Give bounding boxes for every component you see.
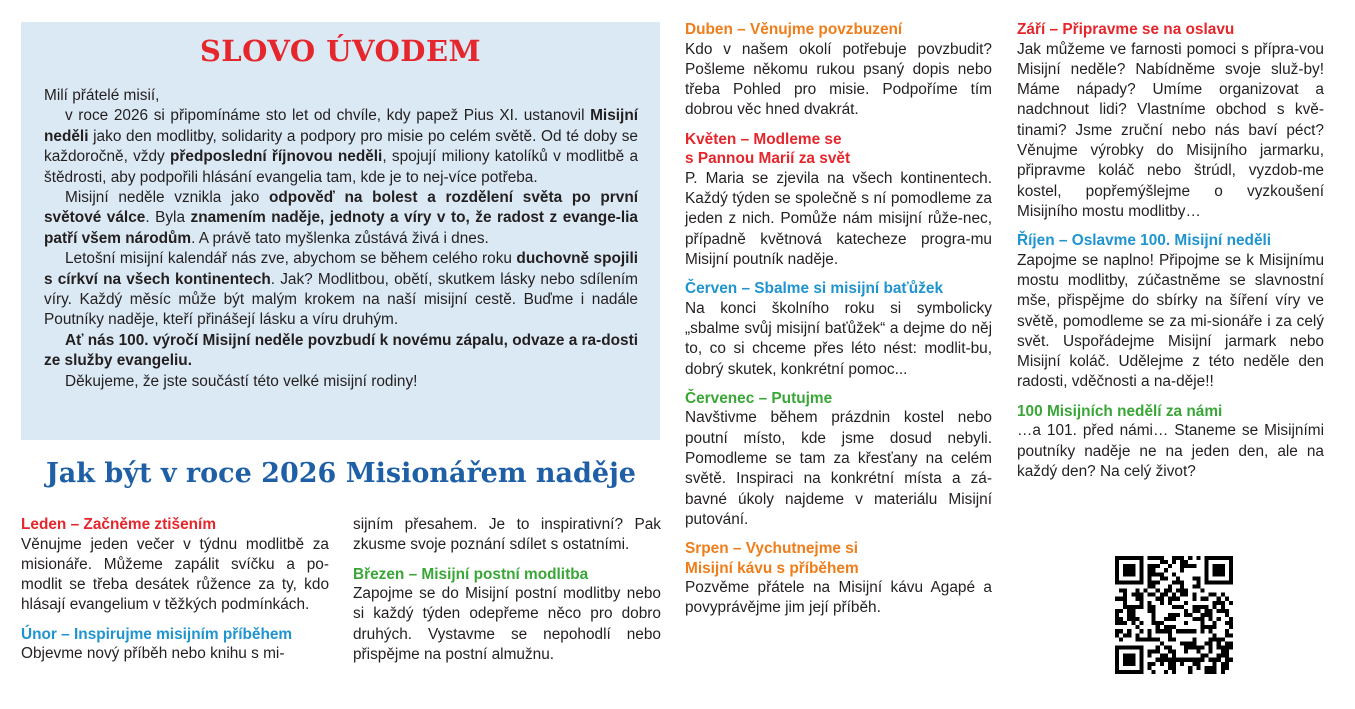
column-4 xyxy=(1017,20,1324,491)
intro-paragraph-4: Ať nás 100. výročí Misijní neděle povzbudí k novému zápalu, odvaze a ra-dosti ze služby evangeliu. xyxy=(44,331,638,370)
month-heading-rijen: Říjen – Oslavme 100. Misijní neděli xyxy=(1017,232,1272,250)
month-text-kveten: P. Maria se zjevila na všech kontinentech. Každý týden se společně s ní pomodleme za jeden z nich. Pomůže nám misijní růže-nec, případně květnová katecheze progra-mu Misijní poutník naděje. xyxy=(685,169,992,268)
text-100-nedeli: …a 101. před námi… Staneme se Misijními poutníky naděje ne na jeden den, ale na každý den? Na celý život? xyxy=(1017,422,1324,480)
column-3 xyxy=(685,20,992,628)
month-heading-zari: Září – Připravme se na oslavu xyxy=(1017,21,1235,38)
column-2 xyxy=(353,515,661,674)
month-heading-cervenec: Červenec – Putujme xyxy=(685,389,833,407)
month-heading-srpen-1: Srpen – Vychutnejme si xyxy=(685,540,859,558)
column-1 xyxy=(21,515,329,673)
intro-paragraph-5: Děkujeme, že jste součástí této velké misijní rodiny! xyxy=(65,372,418,390)
month-heading-cerven: Červen – Sbalme si misijní baťůžek xyxy=(685,280,944,298)
qr-code-icon[interactable] xyxy=(1115,556,1233,674)
month-text-srpen: Pozvěme přátele na Misijní kávu Agapé a povyprávějme jim její příběh. xyxy=(685,579,992,617)
month-text-rijen: Zapojme se naplno! Připojme se k Misijnímu mostu modlitby, zúčastněme se slavnostní mše, přispějme do sbírky na šíření víry ve světě, pomodleme se za mi-sionáře i za celý svět. Uspořádejme Misijní jarmark nebo Misijní koláč. Udělejme z této neděle den radosti, vděčnosti a na-děje!! xyxy=(1017,251,1324,391)
intro-text xyxy=(44,86,638,392)
intro-paragraph-3: Letošní misijní kalendář nás zve, abychom se během celého roku duchovně spojili s církví na všech kontinentech. Jak? Modlitbou, obětí, skutkem lásky nebo sdílením víry. Každý měsíc může být malým krokem na naší misijní cestě. Buďme i nadále Poutníky naděje, kteří přinášejí lásku a víru druhým. xyxy=(44,250,638,329)
month-heading-kveten-2: s Pannou Marií za svět xyxy=(685,150,851,168)
month-heading-brezen: Březen – Misijní postní modlitba xyxy=(353,565,589,583)
month-text-unor: Objevme nový příběh nebo knihu s mi- xyxy=(21,645,285,663)
month-text-duben: Kdo v našem okolí potřebuje povzbudit? Pošleme někomu rukou psaný dopis nebo třeba Pohled pro misie. Podpoříme tím dobrou věc hned dvakrát. xyxy=(685,40,992,119)
main-title: Jak být v roce 2026 Misionářem naděje xyxy=(46,458,636,489)
heading-100-nedeli: 100 Misijních nedělí za námi xyxy=(1017,402,1223,420)
month-heading-unor: Únor – Inspirujme misijním příběhem xyxy=(21,625,293,643)
month-text-brezen: Zapojme se do Misijní postní modlitby nebo si každý týden odepřeme něco pro dobro druhých. Vystavme se nepohodlí nebo přispějme na postní almužnu. xyxy=(353,585,661,663)
month-text-cerven: Na konci školního roku si symbolicky „sbalme svůj misijní baťůžek“ a dejme do něj to, co si chceme přes léto nést: modlit-bu, dobrý skutek, konkrétní pomoc... xyxy=(685,299,992,378)
month-text-zari: Jak můžeme ve farnosti pomoci s přípra-vou Misijní neděle? Nabídněme svoje služ-by! Máme nápady? Umíme organizovat a nadchnout lidi? Vlastníme obchod s kvě-tinami? Jsme zruční nebo nás baví péct? Věnujme výrobky do Misijního jarmarku, připravme koláč nebo štrúdl, vyzdob-me kostel, popřemýšlejme o vyzkoušení Misijního mostu modlitby… xyxy=(1017,40,1324,220)
intro-title: SLOVO ÚVODEM xyxy=(199,34,482,68)
month-text-unor-cont: sijním přesahem. Je to inspirativní? Pak zkusme svoje poznání sdílet s ostatními. xyxy=(353,516,661,554)
month-heading-srpen-2: Misijní kávu s příběhem xyxy=(685,559,859,577)
intro-paragraph-2: Misijní neděle vznikla jako odpověď na bolest a rozdělení světa po první světové válce. Byla znamením naděje, jednoty a víry v to, že radost z evange-lia patří všem národům. A právě tato myšlenka zůstává živá i dnes. xyxy=(44,189,638,247)
month-text-cervenec: Navštivme během prázdnin kostel nebo poutní místo, kde jsme dosud nebyli. Pomodleme se tam za křesťany na celém světě. Inspiraci na konkrétní místa a zá-bavné úkoly najdeme v materiálu Misijní putování. xyxy=(685,409,992,528)
month-text-leden: Věnujme jeden večer v týdnu modlitbě za misionáře. Můžeme zapálit svíčku a po-modlit se třeba desátek růžence za ty, kdo hlásají evangelium v těžkých podmínkách. xyxy=(21,535,329,614)
intro-greeting: Milí přátelé misií, xyxy=(44,87,160,104)
month-heading-duben: Duben – Věnujme povzbuzení xyxy=(685,21,903,38)
month-heading-kveten-1: Květen – Modleme se xyxy=(685,130,842,148)
month-heading-leden: Leden – Začněme ztišením xyxy=(21,516,217,533)
intro-paragraph-1: v roce 2026 si připomínáme sto let od chvíle, kdy papež Pius XI. ustanovil Misijní neděli jako den modlitby, solidarity a podpory pro misie po celém světě. Od té doby se každoročně, vždy předposlední říjnovou neděli, spojují miliony katolíků v modlitbě a štědrosti, aby podpořili hlásání evangelia tam, kde je to nej-více potřeba. xyxy=(44,107,639,186)
